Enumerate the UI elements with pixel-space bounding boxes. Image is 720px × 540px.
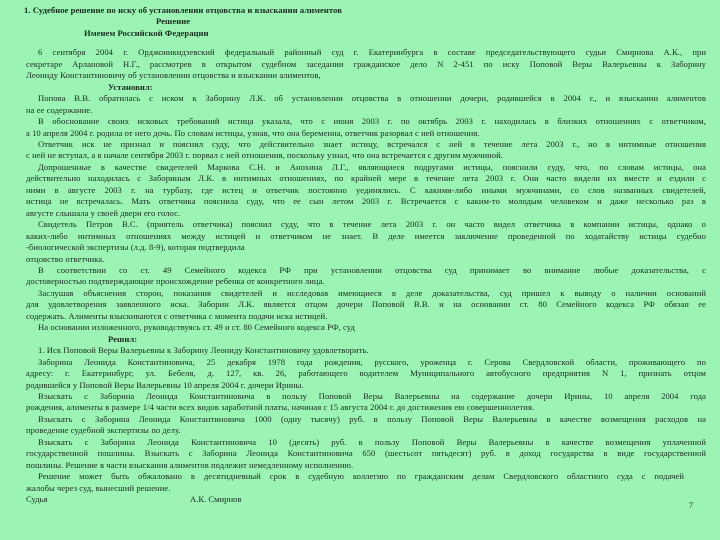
paragraph-line: с ней не вступал, а в начале сентября 2003 г. порвал с ней отношения, поскольку узнал, что она встречается с другим мужчиной. <box>26 150 503 161</box>
paragraph-line: В соответствии со ст. 49 Семейного кодекса РФ при установлении отцовства суд принимает во внимание любые доказательства, с <box>38 264 706 275</box>
signature-name: А.К. Смирнов <box>190 494 242 505</box>
page-number: 7 <box>688 500 693 510</box>
paragraph-line: августе слышала у своей двери его голос. <box>26 207 181 218</box>
paragraph-line: Взыскать с Заборина Леонида Константиновича в пользу Поповой Веры Валерьевны на содержание дочери Ирины, 10 апреля 2004 года <box>38 390 706 401</box>
paragraph-line: Решение может быть обжаловано в десятидневный срок в судебную коллегию по гражданским делам Свердловского областного суда с подачей <box>38 471 684 482</box>
paragraph-line: 6 сентября 2004 г. Орджоникидзевский федеральный районный суд г. Екатеринбурга в составе председательствующего судьи Смирнова А.К., при <box>38 47 706 58</box>
section-heading: Установил: <box>108 81 153 92</box>
paragraph-line: для удовлетворения заявленного иска. Заборин Л.К. является отцом дочери Поповой В.В. и на основании ст. 80 Семейного кодекса РФ обязан ее <box>26 299 706 310</box>
paragraph-line: секретаре Арлановой Н.Г., рассмотрев в открытом судебном заседании гражданское дело N 2-451 по иску Поповой Веры Валерьевны к Заборину <box>26 58 706 69</box>
paragraph-line: родившейся у Поповой Веры Валерьевны 10 апреля 2004 г. дочери Ирины. <box>26 379 304 390</box>
decision-subheading: Именем Российской Федерации <box>84 27 209 38</box>
paragraph-line: -биологической экспертизы (л.д. 8-9), которая подтвердила <box>26 242 245 253</box>
paragraph-line: достоверностью подтверждающие происхождение ребенка от конкретного лица. <box>26 276 325 287</box>
paragraph-line: каких-либо интимных отношениях между истицей и ответчиком не знает. В деле имеется заключение проведенной по ходатайству истицы судебно <box>26 230 706 241</box>
paragraph-line: пошлины. Решение в части взыскания алиментов подлежит немедленному исполнению. <box>26 459 354 470</box>
paragraph-line: В обоснование своих исковых требований истица указала, что с июня 2003 г. по октябрь 2003 г. находилась в близких отношениях с ответчиком, <box>38 116 706 127</box>
paragraph-line: Заслушав объяснения сторон, показания свидетелей и исследовав имеющиеся в деле доказательства, суд пришел к выводу о наличии оснований <box>38 287 706 298</box>
section-heading: Решил: <box>108 333 138 344</box>
paragraph-line: отцовство ответчика. <box>26 253 105 264</box>
paragraph-line: Ответчик иск не признал и пояснил суду, что действительно знает истицу, встречался с ней в течение лета 2003 г., но в интимные отношения <box>38 138 706 149</box>
paragraph-line: Взыскать с Заборина Леонида Константиновича 10 (десять) руб. в пользу Поповой Веры Валерьевны в качестве возмещения уплаченной <box>38 436 706 447</box>
paragraph-line: Леониду Константиновичу об установлении отцовства и взыскании алиментов, <box>26 70 321 81</box>
paragraph-line: жалобы через суд, вынесший решение. <box>26 482 171 493</box>
paragraph-line: на ее содержание. <box>26 104 93 115</box>
paragraph-line: Свидетель Петров В.С. (приятель ответчика) пояснил суду, что в течение лета 2003 г. он часто видел ответчика в компании истицы, однако о <box>38 219 706 230</box>
paragraph-line: ними в августе 2003 г. на турбазу, где истец и ответчик постоянно уединялись. С какими-либо иными мужчинами, со слов названных свидетелей, <box>26 184 706 195</box>
paragraph-line: На основании изложенного, руководствуясь ст. 49 и ст. 80 Семейного кодекса РФ, суд <box>38 322 355 333</box>
paragraph-line: истица не встречалась. Мать ответчика пояснила суду, что ее сын летом 2003 г. Встречается с каким-то молодым человеком и даже несколько раз в <box>26 196 706 207</box>
paragraph-line: содержать. Алименты взыскиваются с ответчика с момента подачи иска истицей. <box>26 310 328 321</box>
paragraph-line: действительно находилась с Забориным Л.К. в интимных отношениях, по крайней мере в течение лета 2003 г. Они часто видели их вместе и ездили с <box>26 173 706 184</box>
paragraph-line: Допрошенные в качестве свидетелей Маркова С.Н. и Анохина Л.Г., являющиеся подругами истицы, пояснили суду, что, по словам истицы, она <box>38 161 706 172</box>
document-title: 1. Судебное решение по иску об установлении отцовства и взыскании алиментов <box>24 5 342 15</box>
paragraph-line: а 10 апреля 2004 г. родила от него дочь. По словам истицы, узнав, что она беременна, ответчик разорвал с ней отношения. <box>26 127 480 138</box>
paragraph-line: Взыскать с Заборина Леонида Константиновича 1000 (одну тысячу) руб. в пользу Поповой Веры Валерьевны в качестве возмещения расходов на <box>38 413 706 424</box>
paragraph-line: 1. Иск Поповой Веры Валерьевны к Заборину Леониду Константиновичу удовлетворить. <box>38 345 369 356</box>
paragraph-line: Заборина Леонида Константиновича, 25 декабря 1978 года рождения, русского, уроженца г. Серова Свердловской области, проживающего по <box>38 356 706 367</box>
signature-line <box>26 494 706 505</box>
decision-heading: Решение <box>156 16 191 27</box>
spacer <box>26 39 706 47</box>
signature-role: Судья <box>26 494 48 505</box>
paragraph-line: адресу: г. Екатеринбург, ул. Бебеля, д. 127, кв. 26, работающего водителем Муниципального автобусного предприятия N 1, признать отцом <box>26 368 706 379</box>
paragraph-line: проведение судебной экспертизы по делу. <box>26 425 181 436</box>
paragraph-line: государственной пошлины. Взыскать с Заборина Леонида Константиновича 650 (шестьсот пятьдесят) руб. в доход государства в виде государственной <box>26 448 706 459</box>
paragraph-line: рождения, алименты в размере 1/4 части всех видов заработной платы, начиная с 15 августа 2004 г. до достижения ею совершеннолетия. <box>26 402 535 413</box>
paragraph-line: Попова В.В. обратилась с иском к Заборину Л.К. об установлении отцовства в отношении дочери, родившейся в 2004 г., и взыскании алиментов <box>38 93 706 104</box>
